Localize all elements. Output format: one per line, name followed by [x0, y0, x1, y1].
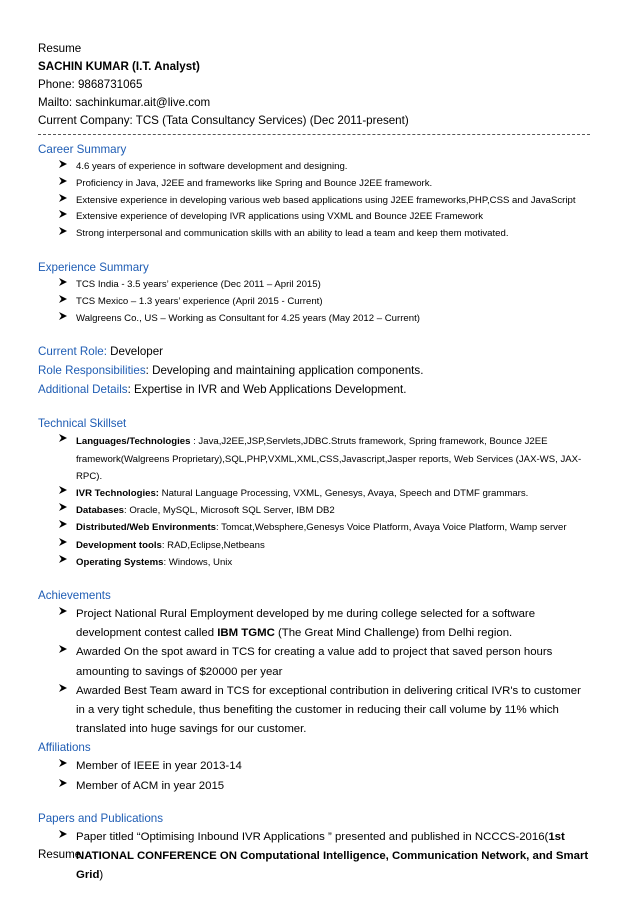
arrowhead-bullet-icon: [58, 758, 68, 768]
arrowhead-bullet-icon: [58, 554, 68, 564]
company-line: Current Company: TCS (Tata Consultancy Services) (Dec 2011-present): [38, 114, 409, 127]
technical-skillset-list: [38, 433, 600, 571]
arrowhead-bullet-icon: [58, 537, 68, 547]
list-item: Member of IEEE in year 2013-14: [38, 757, 600, 776]
arrowhead-bullet-icon: [58, 644, 68, 654]
arrowhead-bullet-icon: [58, 209, 68, 219]
role-responsibilities-line: Role Responsibilities: Developing and maintaining application components.: [38, 364, 424, 378]
arrowhead-bullet-icon: [58, 277, 68, 287]
list-item: 4.6 years of experience in software development and designing.: [38, 159, 600, 176]
list-item: TCS Mexico – 1.3 years’ experience (April 2015 - Current): [38, 294, 600, 311]
arrowhead-bullet-icon: [58, 433, 68, 443]
list-item: IVR Technologies: Natural Language Processing, VXML, Genesys, Avaya, Speech and DTMF grammars.: [38, 485, 600, 502]
list-item: Extensive experience of developing IVR applications using VXML and Bounce J2EE Framework: [38, 209, 600, 226]
experience-summary-heading: Experience Summary: [38, 260, 149, 274]
additional-details-line: Additional Details: Expertise in IVR and Web Applications Development.: [38, 383, 407, 397]
arrowhead-bullet-icon: [58, 294, 68, 304]
list-item: TCS India - 3.5 years’ experience (Dec 2011 – April 2015): [38, 277, 600, 294]
candidate-name: SACHIN KUMAR (I.T. Analyst): [38, 60, 200, 73]
affiliations-list: [38, 757, 600, 795]
list-item: Operating Systems: Windows, Unix: [38, 554, 600, 571]
resume-page: [38, 40, 600, 885]
arrowhead-bullet-icon: [58, 311, 68, 321]
career-summary-heading: Career Summary: [38, 143, 127, 156]
list-item: Walgreens Co., US – Working as Consultant for 4.25 years (May 2012 – Current): [38, 311, 600, 328]
footer-resume-label: Resume: [38, 848, 82, 861]
list-item: Proficiency in Java, J2EE and frameworks like Spring and Bounce J2EE framework.: [38, 176, 600, 193]
affiliations-heading: Affiliations: [38, 741, 91, 755]
papers-list: [38, 828, 600, 886]
arrowhead-bullet-icon: [58, 193, 68, 203]
arrowhead-bullet-icon: [58, 829, 68, 839]
arrowhead-bullet-icon: [58, 226, 68, 236]
arrowhead-bullet-icon: [58, 683, 68, 693]
list-item: Awarded Best Team award in TCS for exceptional contribution in delivering critical IVR's to customer in a very tight schedule, thus benefiting the customer in reducing their call volume by 11% which translated into huge savings for our customer.: [38, 682, 600, 740]
career-summary-list: [38, 159, 600, 243]
arrowhead-bullet-icon: [58, 176, 68, 186]
experience-summary-list: [38, 277, 600, 327]
arrowhead-bullet-icon: [58, 159, 68, 169]
phone-line: Phone: 9868731065: [38, 78, 143, 91]
arrowhead-bullet-icon: [58, 519, 68, 529]
list-item: Distributed/Web Environments: Tomcat,Websphere,Genesys Voice Platform, Avaya Voice Platform, Wamp server: [38, 519, 600, 536]
resume-title: Resume: [38, 42, 82, 55]
arrowhead-bullet-icon: [58, 502, 68, 512]
arrowhead-bullet-icon: [58, 778, 68, 788]
achievements-heading: Achievements: [38, 589, 111, 602]
list-item: Extensive experience in developing various web based applications using J2EE frameworks,PHP,CSS and JavaScript: [38, 193, 600, 210]
achievements-list: [38, 605, 600, 739]
list-item: Member of ACM in year 2015: [38, 777, 600, 796]
list-item: Strong interpersonal and communication skills with an ability to lead a team and keep them motivated.: [38, 226, 600, 243]
papers-heading: Papers and Publications: [38, 811, 164, 825]
list-item: Paper titled “Optimising Inbound IVR Applications ” presented and published in NCCCS-2016(1st NATIONAL CONFERENCE ON Computational Intelligence, Communication Network, and Smart Grid): [38, 828, 600, 886]
list-item: Project National Rural Employment developed by me during college selected for a software development contest called IBM TGMC (The Great Mind Challenge) from Delhi region.: [38, 605, 600, 643]
mail-line: Mailto: sachinkumar.ait@live.com: [38, 96, 211, 109]
list-item: Databases: Oracle, MySQL, Microsoft SQL Server, IBM DB2: [38, 502, 600, 519]
header-divider: [38, 134, 590, 135]
list-item: Languages/Technologies : Java,J2EE,JSP,Servlets,JDBC.Struts framework, Spring framework, Bounce J2EE framework(Walgreens Proprietary),SQL,PHP,VXML,XML,CSS,Javascript,Jasper reports, Web Services (JAX-WS, JAX-RPC).: [38, 433, 600, 485]
list-item: Development tools: RAD,Eclipse,Netbeans: [38, 537, 600, 554]
current-role-line: Current Role: Developer: [38, 345, 164, 359]
arrowhead-bullet-icon: [58, 606, 68, 616]
technical-skillset-heading: Technical Skillset: [38, 417, 127, 431]
role-section: [38, 342, 600, 399]
arrowhead-bullet-icon: [58, 485, 68, 495]
list-item: Awarded On the spot award in TCS for creating a value add to project that saved person hours amounting to savings of $20000 per year: [38, 643, 600, 681]
